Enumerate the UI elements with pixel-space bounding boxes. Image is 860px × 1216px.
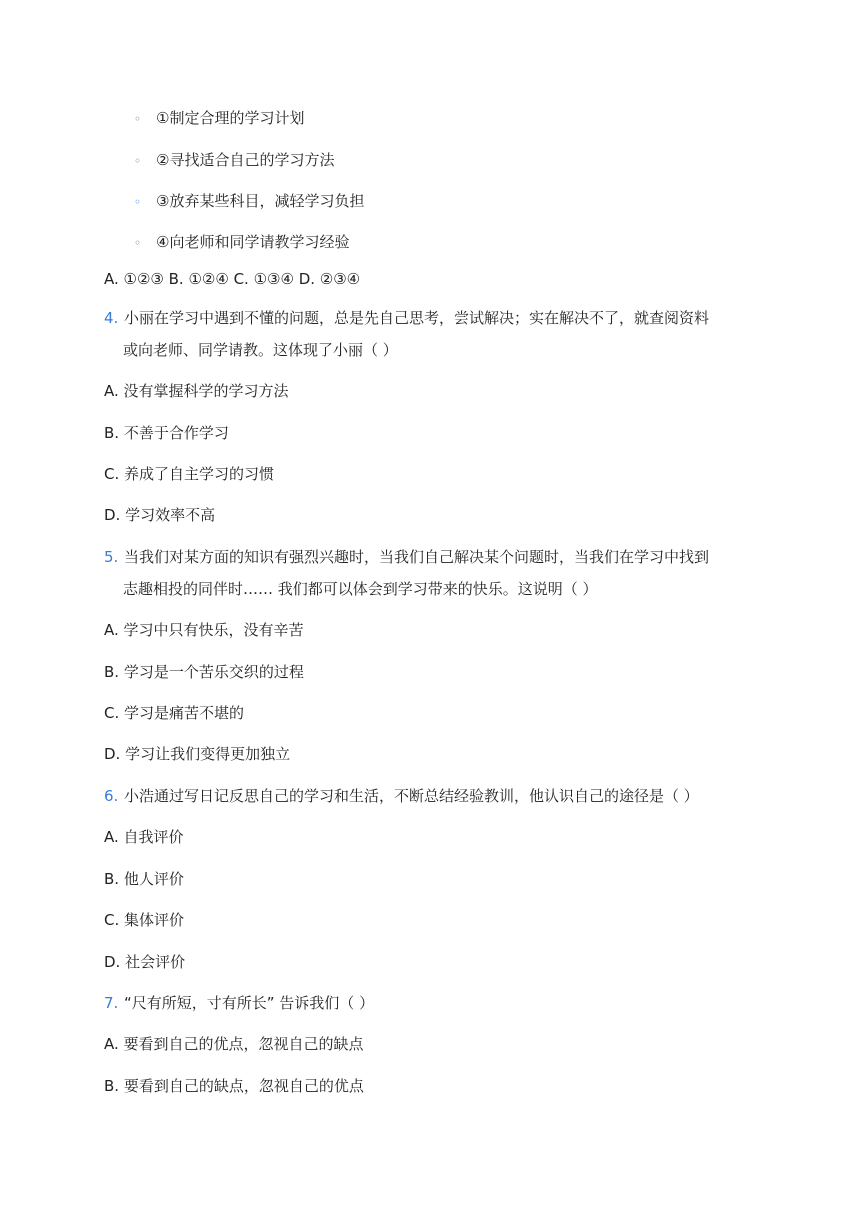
- bullet-text: ①制定合理的学习计划: [156, 109, 305, 127]
- question-4-option-b: B. 不善于合作学习: [104, 424, 229, 442]
- question-number: 4.: [104, 309, 119, 327]
- question-6-option-d: D. 社会评价: [104, 953, 186, 971]
- bullet-text: ④向老师和同学请教学习经验: [156, 233, 350, 251]
- question-number: 6.: [104, 787, 119, 805]
- question-5-option-a: A. 学习中只有快乐，没有辛苦: [104, 621, 304, 639]
- question-5-option-d: D. 学习让我们变得更加独立: [104, 745, 291, 763]
- bullet-icon: ◦: [134, 195, 142, 209]
- question-number: 7.: [104, 994, 119, 1012]
- question-4-stem-cont: 或向老师、同学请教。这体现了小丽（ ）: [123, 341, 398, 359]
- question-text: 小浩通过写日记反思自己的学习和生活，不断总结经验教训，他认识自己的途径是（ ）: [124, 787, 699, 805]
- bullet-text: ②寻找适合自己的学习方法: [156, 151, 335, 169]
- question-text: 小丽在学习中遇到不懂的问题，总是先自己思考，尝试解决；实在解决不了，就查阅资料: [124, 309, 710, 327]
- question-6-option-b: B. 他人评价: [104, 870, 184, 888]
- question-6-option-c: C. 集体评价: [104, 911, 185, 929]
- question-4-option-d: D. 学习效率不高: [104, 506, 216, 524]
- question-5-option-b: B. 学习是一个苦乐交织的过程: [104, 663, 304, 681]
- question-7-option-b: B. 要看到自己的缺点，忽视自己的优点: [104, 1077, 364, 1095]
- question-4-stem: [104, 308, 709, 328]
- bullet-icon: ◦: [134, 236, 142, 250]
- question-number: 5.: [104, 548, 119, 566]
- question-3-options: A. ①②③ B. ①②④ C. ①③④ D. ②③④: [104, 270, 361, 288]
- question-4-option-a: A. 没有掌握科学的学习方法: [104, 382, 289, 400]
- question-6-option-a: A. 自我评价: [104, 828, 184, 846]
- bullet-item-4: [134, 232, 349, 253]
- question-text: 当我们对某方面的知识有强烈兴趣时，当我们自己解决某个问题时，当我们在学习中找到: [124, 548, 710, 566]
- question-7-option-a: A. 要看到自己的优点，忽视自己的缺点: [104, 1035, 364, 1053]
- bullet-text: ③放弃某些科目，减轻学习负担: [156, 192, 365, 210]
- question-7-stem: [104, 993, 374, 1013]
- question-5-stem: [104, 547, 709, 567]
- bullet-item-3: [134, 191, 364, 212]
- bullet-icon: ◦: [134, 154, 142, 168]
- question-text: “尺有所短，寸有所长” 告诉我们（ ）: [124, 994, 375, 1012]
- bullet-item-2: [134, 150, 334, 171]
- question-5-stem-cont: 志趣相投的同伴时…… 我们都可以体会到学习带来的快乐。这说明（ ）: [123, 580, 598, 598]
- question-6-stem: [104, 786, 699, 806]
- bullet-item-1: [134, 108, 304, 129]
- bullet-icon: ◦: [134, 112, 142, 126]
- question-4-option-c: C. 养成了自主学习的习惯: [104, 465, 275, 483]
- question-5-option-c: C. 学习是痛苦不堪的: [104, 704, 245, 722]
